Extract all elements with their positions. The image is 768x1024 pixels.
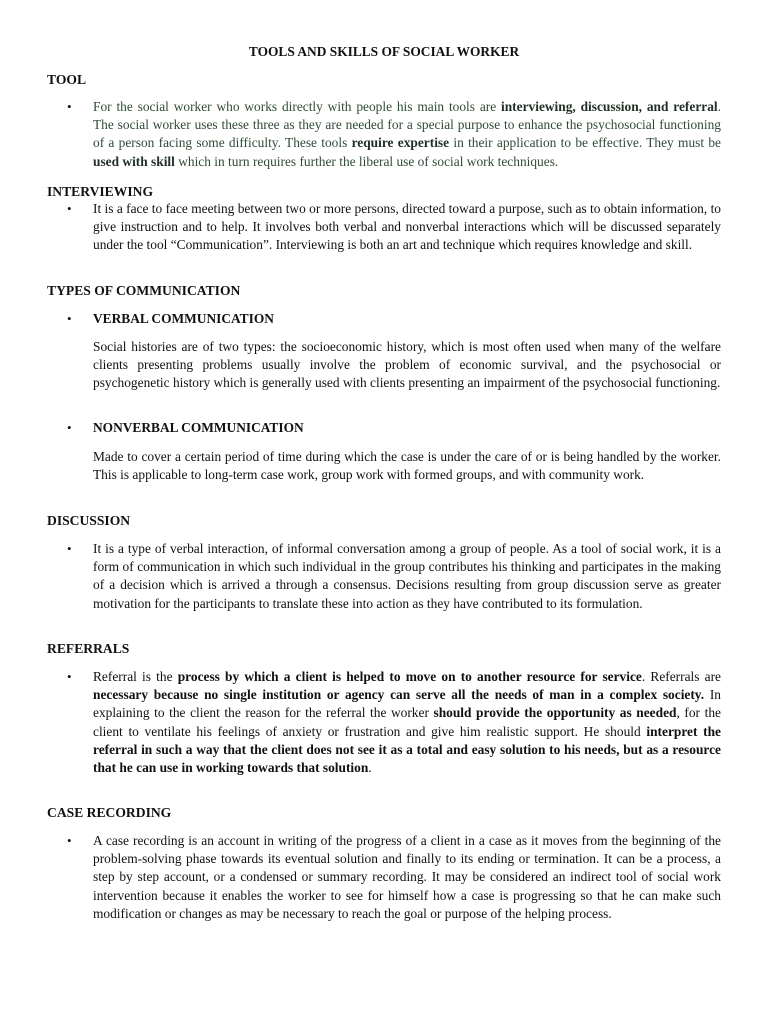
subheading-nonverbal: NONVERBAL COMMUNICATION [93,420,304,435]
referrals-paragraph [93,668,721,777]
referrals-bold-4: interpret the referral in such a way that the client does not see it as a total and easy solution to his needs, but as a resource that he can use in working towards that solution [93,723,722,776]
page-title: TOOLS AND SKILLS OF SOCIAL WORKER [248,44,520,59]
section-heading-case-recording: CASE RECORDING [47,805,172,820]
referrals-text-5: . [368,760,372,776]
section-heading-interviewing: INTERVIEWING [47,184,154,199]
referrals-bold-1: process by which a client is helped to move on to another resource for service [177,669,642,684]
subheading-verbal: VERBAL COMMUNICATION [93,311,274,326]
bullet-icon: • [67,201,72,216]
tool-bold-1: interviewing, discussion, and referral [501,99,718,114]
tool-text-3: in their application to be effective. They must be [449,135,721,151]
tool-bold-2: require expertise [351,135,450,151]
tool-text-4: which in turn requires further the liberal use of social work techniques. [174,153,559,169]
section-heading-referrals: REFERRALS [47,641,130,656]
section-heading-discussion: DISCUSSION [47,513,131,528]
referrals-bold-3: should provide the opportunity as needed [433,705,677,721]
bullet-icon: • [67,311,72,326]
referrals-text-3: In explaining to the client the reason for the referral the worker [93,687,721,721]
referrals-text-1: Referral is the [93,669,178,684]
verbal-paragraph: Social histories are of two types: the socioeconomic history, which is most often used when many of the welfare clients presenting problems usually involve the problem of economic survival, and the psychosocial or psychogenetic history which is generally used with clients presenting an impairment of the psychosocial functioning. [93,339,721,391]
bullet-icon: • [67,99,72,114]
bullet-icon: • [67,541,72,556]
bullet-icon: • [67,669,72,684]
tool-text-2: . The social worker uses these three as they are needed for a special purpose to enhance the psychosocial functioning of a person facing some difficulty. These tools [93,99,721,151]
interviewing-paragraph: It is a face to face meeting between two or more persons, directed toward a purpose, such as to obtain information, to give instruction and to help. It involves both verbal and nonverbal interactions which will be discussed separately under the tool “Communication”. Interviewing is both an art and technique which requires knowledge and skill. [93,201,721,253]
section-heading-communication: TYPES OF COMMUNICATION [47,283,241,298]
referrals-text-4: , for the client to ventilate his feelings of anxiety or frustration and give him realistic support. He should [93,705,721,739]
section-heading-tool: TOOL [47,72,87,87]
tool-text-1: For the social worker who works directly with people his main tools are [93,99,502,114]
tool-paragraph [93,98,721,171]
bullet-icon: • [67,420,72,435]
discussion-paragraph: It is a type of verbal interaction, of informal conversation among a group of people. As a tool of social work, it is a form of communication in which such individual in the group contributes his thinking and participates in the making of a decision which is arrived a through a consensus. Decisions resulting from group discussion serve as greater motivation for the participants to translate these into action as they have contributed to its formulation. [93,541,721,611]
nonverbal-paragraph: Made to cover a certain period of time during which the case is under the care of or is being handled by the worker. This is applicable to long-term case work, group work with formed groups, and with community work. [93,449,721,483]
referrals-text-2: . Referrals are [641,669,721,684]
referrals-bold-2: necessary because no single institution or agency can serve all the needs of man in a complex society. [93,687,705,703]
bullet-icon: • [67,833,72,848]
case-recording-paragraph: A case recording is an account in writing of the progress of a client in a case as it moves from the beginning of the problem-solving phase towards its eventual solution and finally to its ending or termination. It can be a process, a step by step account, or a condensed or summary recording. It may be considered an indirect tool of social work intervention because it enables the worker to see for himself how a case is progressing so that he can make such modification or changes as may be necessary to reach the goal or purpose of the helping process. [93,833,721,921]
tool-bold-3: used with skill [93,153,175,169]
